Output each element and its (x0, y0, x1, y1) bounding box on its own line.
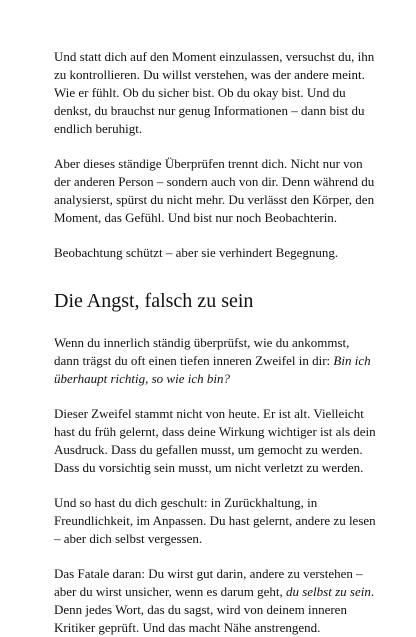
italic-question: Bin ich überhaupt richtig, so wie ich bin? (54, 353, 371, 386)
paragraph-text: Wenn du innerlich ständig überprüfst, wie du ankommst, dann trägst du oft einen tiefen inneren Zweifel in dir: (54, 335, 350, 368)
paragraph (54, 334, 376, 388)
italic-phrase: du selbst zu sein (285, 584, 371, 599)
section-heading: Die Angst, falsch zu sein (54, 290, 254, 312)
paragraph: Und so hast du dich geschult: in Zurückhaltung, in Freundlichkeit, im Anpassen. Du hast gelernt, andere zu lesen – aber dich selbst vergessen. (54, 495, 376, 546)
paragraph: Und statt dich auf den Moment einzulassen, versuchst du, ihn zu kontrollieren. Du willst verstehen, was der andere meint. Wie er fühlt. Ob du sicher bist. Ob du okay bist. Und du denkst, du brauchst nur genug Informationen – dann bist du endlich beruhigt. (54, 49, 375, 136)
paragraph: Dieser Zweifel stammt nicht von heute. Er ist alt. Vielleicht hast du früh gelernt, dass deine Wirkung wichtiger ist als dein Ausdruck. Dass du gefallen musst, um gemocht zu werden. Dass du vorsichtig sein musst, um nicht verletzt zu werden. (54, 406, 376, 475)
paragraph-text: . Denn jedes Wort, das du sagst, wird von deinem inneren Kritiker geprüft. Und das macht Nähe anstrengend. (54, 584, 375, 635)
paragraph: Beobachtung schützt – aber sie verhindert Begegnung. (54, 245, 339, 260)
paragraph (54, 565, 376, 637)
paragraph: Aber dieses ständige Überprüfen trennt dich. Nicht nur von der anderen Person – sondern auch von dir. Denn während du analysierst, spürst du nicht mehr. Du verlässt den Körper, den Moment, das Gefühl. Und bist nur noch Beobachterin. (54, 156, 375, 225)
paragraph-text: Das Fatale daran: Du wirst gut darin, andere zu verstehen – aber du wirst unsicher, wenn es darum geht, (54, 566, 363, 599)
